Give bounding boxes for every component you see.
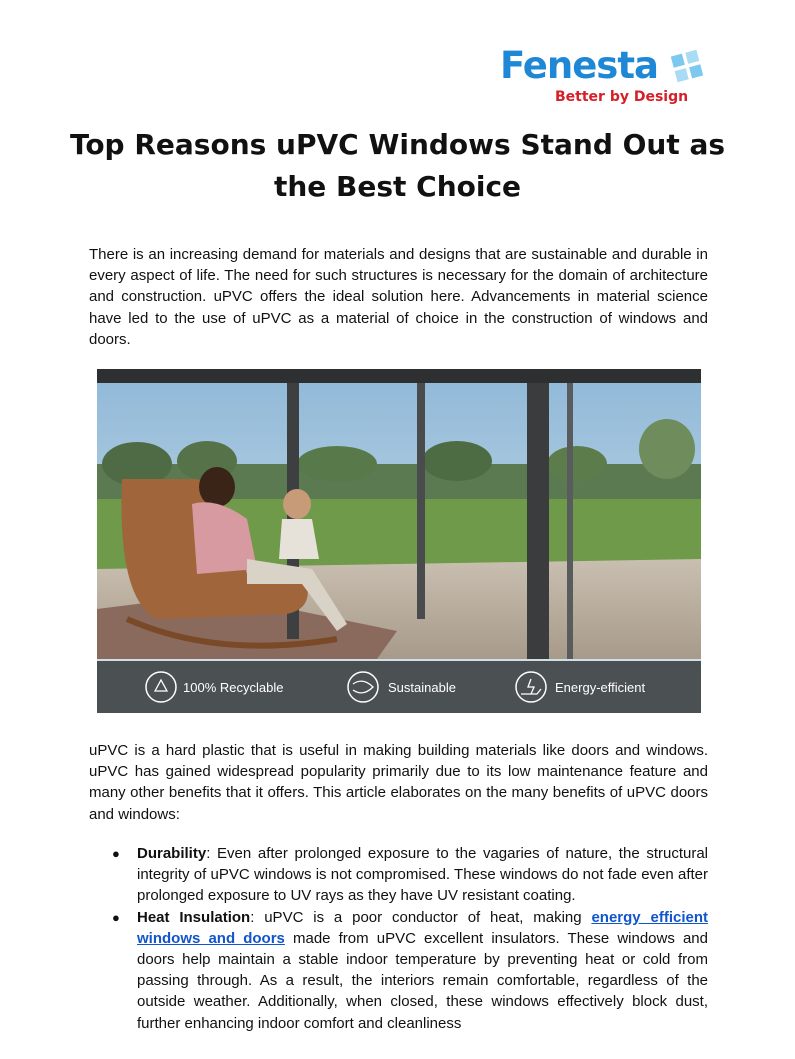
brand-name: Fenesta bbox=[500, 44, 658, 87]
hero-image bbox=[97, 369, 701, 713]
list-item bbox=[112, 907, 708, 1034]
benefits-list bbox=[112, 843, 708, 1034]
bullet-icon: ● bbox=[112, 909, 120, 925]
body-paragraph: uPVC is a hard plastic that is useful in making building materials like doors and windows. uPVC has gained widespread popularity primarily due to its low maintenance feature and many other benefits that it offers. This article elaborates on the many benefits of uPVC doors and windows: bbox=[89, 742, 708, 823]
bullet-icon: ● bbox=[112, 846, 120, 861]
window-grid-icon bbox=[667, 46, 707, 86]
badge-recyclable: 100% Recyclable bbox=[183, 680, 284, 695]
bullet-term: Durability bbox=[137, 845, 207, 862]
bullet-term: Heat Insulation bbox=[137, 908, 251, 926]
bullet-sep: : bbox=[250, 908, 255, 926]
bullet-sep: : bbox=[206, 845, 211, 862]
hero-photo bbox=[97, 369, 701, 713]
page-title: Top Reasons uPVC Windows Stand Out as the Best Choice bbox=[69, 128, 726, 203]
badge-sustainable: Sustainable bbox=[388, 680, 456, 695]
bullet-text: uPVC is a poor conductor of heat, making bbox=[254, 908, 592, 926]
bullet-text: Even after prolonged exposure to the vagaries of nature, the structural integrity of uPVC windows is not compromised. These windows do not fade even after prolonged exposure to UV rays as they have UV resistant coating. bbox=[137, 845, 708, 905]
energy-efficient-link[interactable]: energy efficient windows and doors bbox=[137, 908, 708, 947]
brand-logo bbox=[500, 44, 710, 112]
list-item bbox=[112, 843, 708, 907]
intro-paragraph: There is an increasing demand for materials and designs that are sustainable and durable in every aspect of life. The need for such structures is necessary for the domain of architecture and construction. uPVC offers the ideal solution here. Advancements in material science have led to the use of uPVC as a material of choice in the construction of windows and doors. bbox=[89, 246, 708, 348]
brand-tagline: Better by Design bbox=[555, 89, 689, 105]
bullet-text: made from uPVC excellent insulators. These windows and doors help maintain a stable indoor temperature by preventing heat or cold from passing through. As a result, the interiors remain comfortable, regardless of the outside weather. Additionally, when closed, these windows effectively block dust, further enhancing indoor comfort and cleanliness bbox=[137, 929, 708, 1032]
badge-energy-efficient: Energy-efficient bbox=[555, 680, 646, 695]
